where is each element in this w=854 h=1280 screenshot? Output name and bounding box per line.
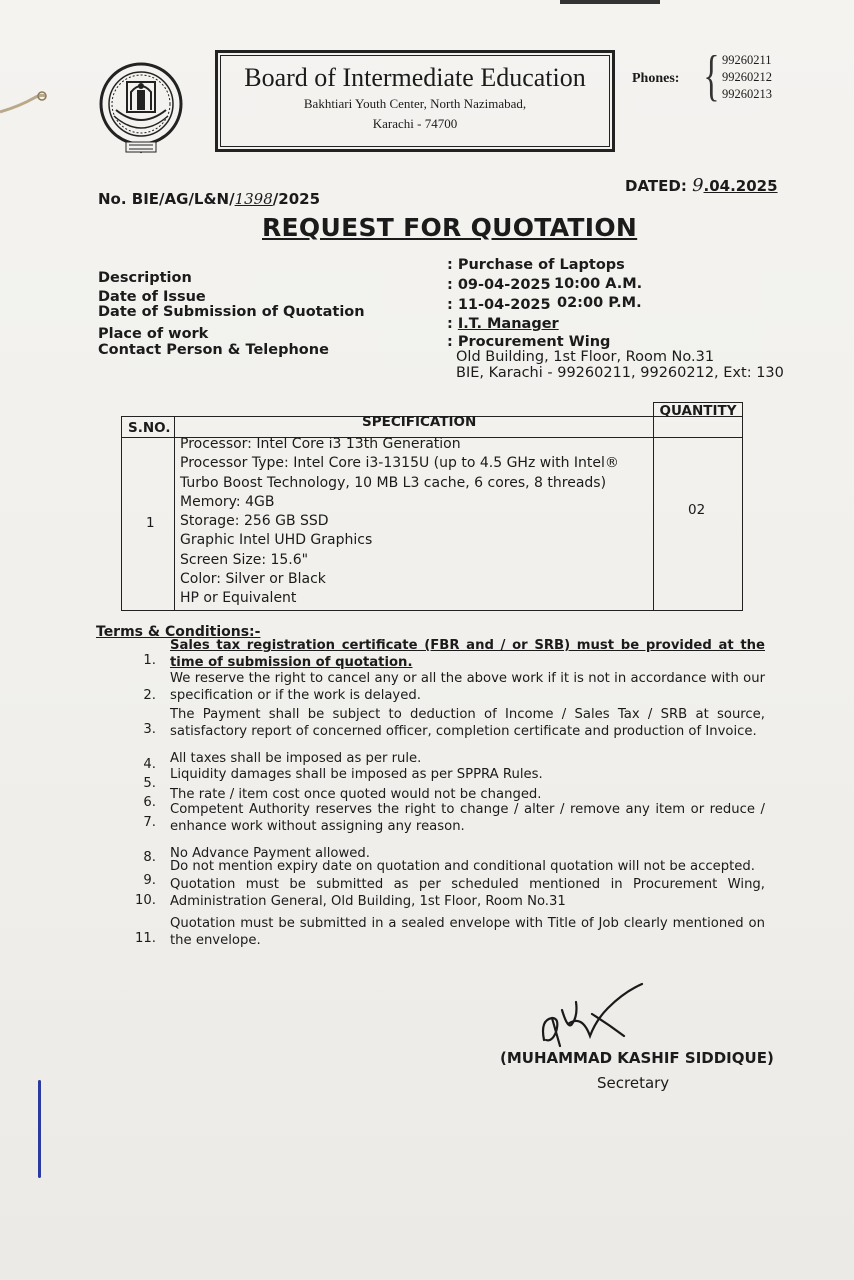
contact-value: : Procurement Wing [447, 334, 611, 350]
term-number: 5. [143, 776, 156, 791]
table-column-divider [174, 417, 175, 610]
dated-handwritten-day: 9 [692, 175, 704, 196]
quantity-header: QUANTITY [653, 402, 743, 422]
reference-number [98, 190, 320, 208]
ref-prefix: No. BIE/AG/L&N/ [98, 190, 235, 208]
place-of-work-label: Place of work [98, 326, 209, 342]
signatory-title: Secretary [597, 1074, 670, 1092]
place-of-work-value [447, 316, 559, 332]
org-name: Board of Intermediate Education [244, 63, 586, 92]
phone-number: 99260212 [722, 70, 772, 84]
terms-title: Terms & Conditions:- [96, 624, 261, 640]
term-text: Liquidity damages shall be imposed as per SPPRA Rules. [170, 767, 543, 782]
spec-line: Turbo Boost Technology, 10 MB L3 cache, 6 cores, 8 threads) [180, 474, 607, 491]
ref-year: /2025 [272, 190, 321, 208]
term-text: Sales tax registration certificate (FBR and / or SRB) must be provided at the time of submission of quotation. [170, 638, 765, 670]
dated-label: DATED: [625, 177, 687, 195]
spec-line: Graphic Intel UHD Graphics [180, 532, 373, 549]
spec-header: SPECIFICATION [362, 414, 477, 430]
term-text: The rate / item cost once quoted would not be changed. [170, 787, 542, 802]
term-text: All taxes shall be imposed as per rule. [170, 751, 422, 766]
term-text: Quotation must be submitted in a sealed envelope with Title of Job clearly mentioned on the envelope. [170, 916, 765, 948]
spec-line: HP or Equivalent [180, 590, 297, 607]
contact-phone: BIE, Karachi - 99260211, 99260212, Ext: 130 [456, 365, 784, 381]
signature-icon [538, 980, 648, 1050]
spec-line: Processor: Intel Core i3 13th Generation [180, 436, 461, 452]
term-text: Quotation must be submitted as per scheduled mentioned in Procurement Wing, Administration General, Old Building, 1st Floor, Room No.31 [170, 877, 765, 909]
sno-header: S.NO. [128, 420, 171, 436]
folded-edge [560, 0, 660, 4]
address-line-1: Bakhtiari Youth Center, North Nazimabad, [303, 96, 527, 111]
term-number: 3. [143, 722, 156, 737]
term-text: Competent Authority reserves the right to change / alter / remove any item or reduce / enhance work without assigning any reason. [170, 802, 765, 834]
place-value: I.T. Manager [457, 316, 559, 332]
contact-label: Contact Person & Telephone [98, 342, 329, 358]
spec-line: Screen Size: 15.6" [180, 551, 309, 568]
tag-string [0, 86, 50, 116]
address-line-2: Karachi - 74700 [372, 116, 458, 131]
issue-time-value: 10:00 A.M. [554, 276, 643, 292]
signatory-name: (MUHAMMAD KASHIF SIDDIQUE) [500, 1049, 774, 1067]
table-column-divider [653, 417, 654, 610]
term-text: No Advance Payment allowed. [170, 846, 370, 861]
ref-handwritten-number: 1398 [234, 190, 273, 208]
phones-label: Phones: [632, 71, 680, 86]
document-title: REQUEST FOR QUOTATION [262, 213, 638, 242]
term-number: 9. [143, 873, 156, 888]
letterhead-box [215, 50, 615, 152]
board-logo-icon [98, 60, 184, 160]
brace-icon: { [703, 45, 720, 107]
term-number: 4. [143, 757, 156, 772]
term-number: 7. [143, 815, 156, 830]
row-sno: 1 [146, 515, 155, 531]
issue-date-value: : 09-04-2025 [447, 277, 551, 293]
submission-time-value: 02:00 P.M. [557, 295, 642, 311]
row-quantity: 02 [688, 502, 706, 518]
description-value: : Purchase of Laptops [447, 257, 625, 273]
term-number: 2. [143, 688, 156, 703]
phone-number: 99260211 [722, 53, 772, 67]
dated-rest: .04.2025 [703, 177, 778, 195]
term-number: 10. [135, 893, 156, 908]
date-line [625, 175, 778, 196]
spec-line: Memory: 4GB [180, 493, 275, 510]
term-number: 1. [143, 653, 156, 668]
spec-list [180, 435, 619, 609]
term-number: 8. [143, 850, 156, 865]
place-prefix: : [447, 316, 458, 332]
term-text: The Payment shall be subject to deduction of Income / Sales Tax / SRB at source, satisfactory report of concerned officer, completion certificate and production of Invoice. [170, 707, 765, 739]
description-label: Description [98, 270, 192, 286]
contact-address: Old Building, 1st Floor, Room No.31 [456, 349, 715, 365]
spec-line: Storage: 256 GB SSD [180, 513, 329, 530]
spec-line: Processor Type: Intel Core i3-1315U (up to 4.5 GHz with Intel® [180, 455, 619, 472]
term-text: We reserve the right to cancel any or all the above work if it is not in accordance with our specification or if the work is delayed. [170, 671, 765, 703]
pen-mark [38, 1080, 41, 1178]
spec-line: Color: Silver or Black [180, 571, 326, 588]
term-text: Do not mention expiry date on quotation and conditional quotation will not be accepted. [170, 859, 755, 874]
submission-date-label: Date of Submission of Quotation [98, 304, 365, 320]
specification-table [121, 416, 743, 611]
term-number: 11. [135, 931, 156, 946]
term-number: 6. [143, 795, 156, 810]
submission-date-value: : 11-04-2025 [447, 297, 551, 313]
issue-date-label: Date of Issue [98, 289, 206, 305]
phone-number: 99260213 [722, 87, 772, 101]
